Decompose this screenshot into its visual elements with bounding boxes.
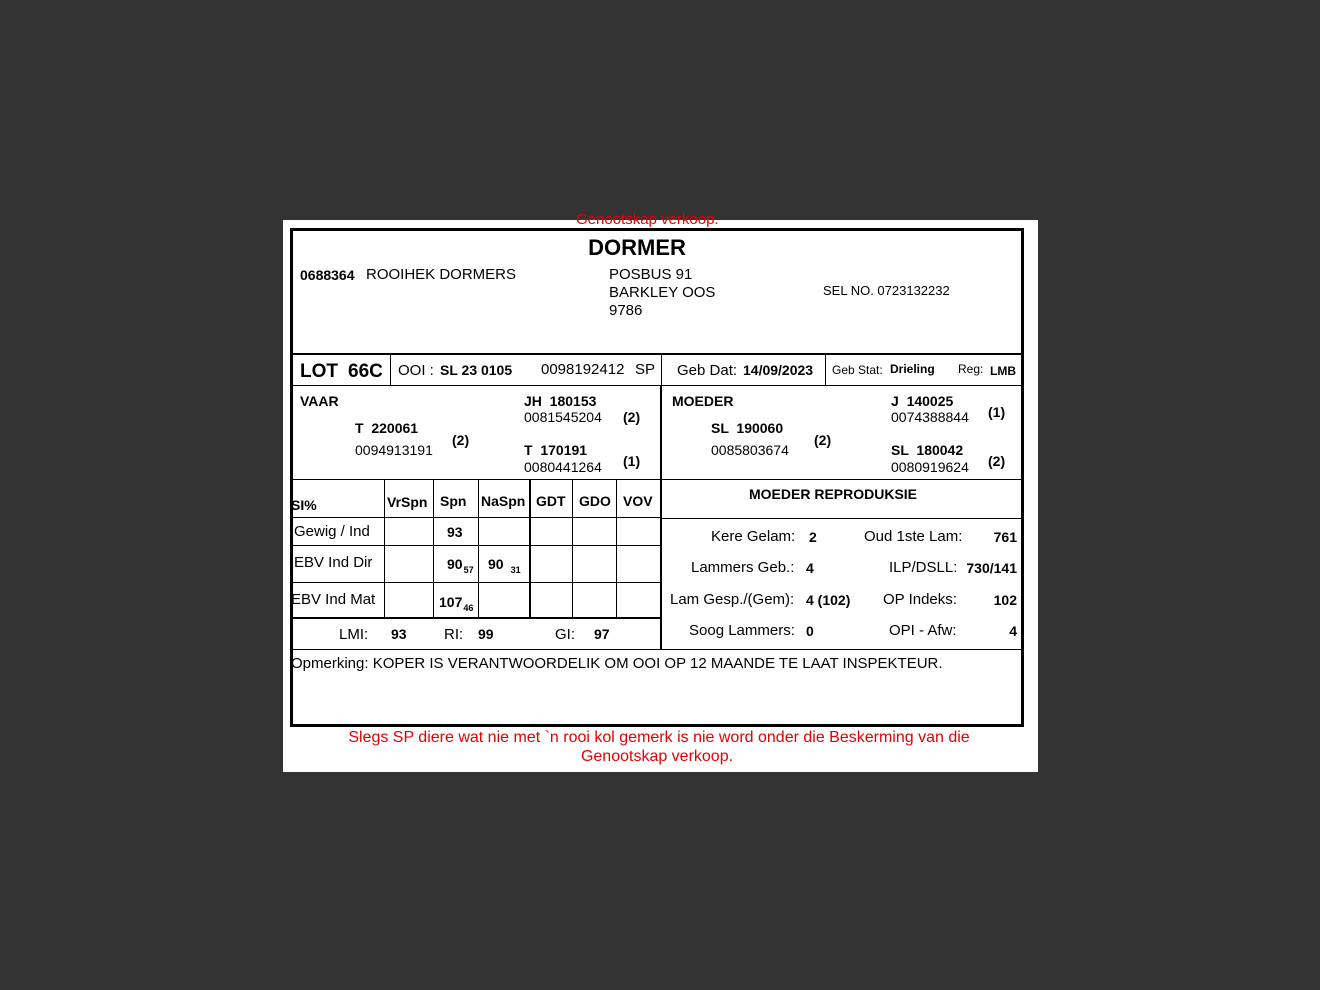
repro-op-value: 102 — [993, 592, 1017, 608]
remark-text: KOPER IS VERANTWOORDELIK OM OOI OP 12 MAANDE TE LAAT INSPEKTEUR. — [372, 655, 943, 672]
footer-text-clipped: Genootskap verkoop. — [576, 211, 719, 228]
vrule-col6 — [616, 480, 617, 618]
animal-id: SL 23 0105 — [440, 362, 513, 378]
ri-value: 99 — [478, 626, 494, 642]
vrule-stat — [825, 355, 826, 386]
reg-label: Reg: — [958, 362, 984, 376]
phone-number: SEL NO. 0723132232 — [823, 283, 950, 298]
row-ebv-mat-spn — [439, 594, 473, 613]
row-ebv-dir-spn — [447, 556, 474, 575]
dam-dam-number: 0080919624 — [891, 459, 969, 475]
animal-type-label: OOI : — [398, 362, 434, 379]
birth-status-value: Drieling — [890, 362, 935, 376]
breed-title: DORMER — [588, 235, 686, 260]
header-vov: VOV — [623, 493, 653, 509]
vrule-col1 — [384, 480, 385, 618]
frame-left — [290, 228, 293, 727]
repro-title: MOEDER REPRODUKSIE — [749, 486, 918, 502]
row-ebv-mat-label: EBV Ind Mat — [291, 591, 376, 608]
dam-number: 0085803674 — [711, 442, 789, 458]
row-ebv-dir-naspn-sub: 31 — [510, 565, 521, 575]
sire-sire-mark: (2) — [623, 409, 641, 425]
sire-dam-number: 0080441264 — [524, 459, 602, 475]
animal-grade: SP — [635, 361, 656, 378]
header-spn: Spn — [440, 493, 467, 509]
repro-opi-label: OPI - Afw: — [889, 622, 957, 639]
sire-number: 0094913191 — [355, 442, 433, 458]
dam-dam-id: SL 180042 — [891, 442, 964, 458]
reg-value: LMB — [990, 364, 1016, 378]
repro-lammers-value: 4 — [806, 560, 814, 576]
row-ebv-mat-spn-sub: 46 — [463, 603, 474, 613]
rule-row2 — [291, 582, 661, 583]
ri-label: RI: — [444, 626, 464, 643]
header-gdo: GDO — [579, 493, 611, 509]
vrule-dob — [661, 355, 662, 386]
rule-table-bottom — [291, 617, 662, 619]
vrule-col2 — [433, 480, 434, 618]
repro-soog-label: Soog Lammers: — [689, 622, 795, 639]
remark-line — [291, 655, 943, 672]
sire-label: VAAR — [300, 393, 339, 409]
rule-repro-header — [661, 518, 1022, 519]
rule-lot-bottom — [291, 385, 1022, 386]
sire-mark: (2) — [452, 432, 470, 448]
dob-value: 14/09/2023 — [743, 362, 814, 378]
repro-oud-label: Oud 1ste Lam: — [864, 528, 963, 545]
lmi-value: 93 — [391, 626, 407, 642]
row-ebv-dir-naspn-value: 90 — [488, 556, 504, 572]
frame-right — [1021, 228, 1024, 727]
rule-indices-bottom — [291, 649, 1022, 650]
frame-top — [290, 228, 1023, 231]
row-ebv-mat-spn-value: 107 — [439, 594, 463, 610]
sire-sire-number: 0081545204 — [524, 409, 602, 425]
lot-label: LOT — [300, 361, 338, 382]
dam-mark: (2) — [814, 432, 832, 448]
rule-row1 — [291, 545, 661, 546]
repro-soog-value: 0 — [806, 623, 814, 639]
dam-sire-number: 0074388844 — [891, 409, 969, 425]
header-naspn: NaSpn — [481, 493, 526, 509]
repro-gesp-label: Lam Gesp./(Gem): — [670, 591, 795, 608]
footer-line-1: Slegs SP diere wat nie met `n rooi kol gemerk is nie word onder die Beskerming van die — [348, 729, 970, 746]
row-gewig-spn: 93 — [447, 524, 463, 540]
dam-label: MOEDER — [672, 393, 734, 409]
dam-dam-mark: (2) — [988, 453, 1006, 469]
lot-number: 66C — [348, 361, 383, 382]
sale-card — [283, 211, 1038, 772]
address-line-3: 9786 — [609, 302, 643, 319]
row-ebv-dir-spn-sub: 57 — [463, 565, 474, 575]
repro-gesp-value: 4 (102) — [806, 592, 851, 608]
header-vrspn: VrSpn — [387, 494, 428, 510]
repro-lammers-label: Lammers Geb.: — [691, 559, 795, 576]
vrule-lot — [390, 355, 391, 386]
dam-sire-id: J 140025 — [891, 393, 954, 409]
header-gdt: GDT — [536, 493, 566, 509]
sire-dam-id: T 170191 — [524, 442, 588, 458]
gi-label: GI: — [555, 626, 576, 643]
breeder-name: ROOIHEK DORMERS — [366, 266, 517, 283]
breeder-number: 0688364 — [300, 267, 355, 283]
dam-id: SL 190060 — [711, 420, 784, 436]
sire-id: T 220061 — [355, 420, 419, 436]
dam-sire-mark: (1) — [988, 404, 1006, 420]
remark-label: Opmerking: — [291, 655, 369, 672]
repro-ilp-value: 730/141 — [966, 560, 1017, 576]
repro-op-label: OP Indeks: — [883, 591, 957, 608]
birth-status-label: Geb Stat: — [832, 363, 883, 377]
row-ebv-dir-label: EBV Ind Dir — [294, 554, 373, 571]
repro-opi-value: 4 — [1009, 623, 1017, 639]
footer-line-2: Genootskap verkoop. — [580, 748, 734, 765]
repro-ilp-label: ILP/DSLL: — [889, 559, 958, 576]
address-line-1: POSBUS 91 — [609, 266, 693, 283]
animal-reg-no: 0098192412 — [541, 361, 625, 378]
header-si: SI% — [291, 497, 317, 513]
sire-sire-id: JH 180153 — [524, 393, 597, 409]
vrule-center — [660, 386, 662, 650]
rule-pedigree-bottom — [291, 479, 1022, 480]
frame-bottom — [290, 724, 1024, 727]
vrule-col3 — [478, 480, 479, 618]
row-gewig-label: Gewig / Ind — [294, 523, 370, 540]
vrule-col5 — [572, 480, 573, 618]
sire-dam-mark: (1) — [623, 453, 641, 469]
row-ebv-dir-spn-value: 90 — [447, 556, 463, 572]
repro-kere-label: Kere Gelam: — [711, 528, 796, 545]
dob-label: Geb Dat: — [677, 362, 738, 379]
gi-value: 97 — [594, 626, 610, 642]
repro-oud-value: 761 — [993, 529, 1017, 545]
row-ebv-dir-naspn — [488, 556, 521, 575]
rule-table-header — [291, 517, 662, 518]
repro-kere-value: 2 — [809, 529, 817, 545]
rule-header-bottom — [291, 353, 1022, 355]
lmi-label: LMI: — [339, 626, 369, 643]
vrule-col4 — [529, 480, 531, 618]
address-line-2: BARKLEY OOS — [609, 284, 716, 301]
